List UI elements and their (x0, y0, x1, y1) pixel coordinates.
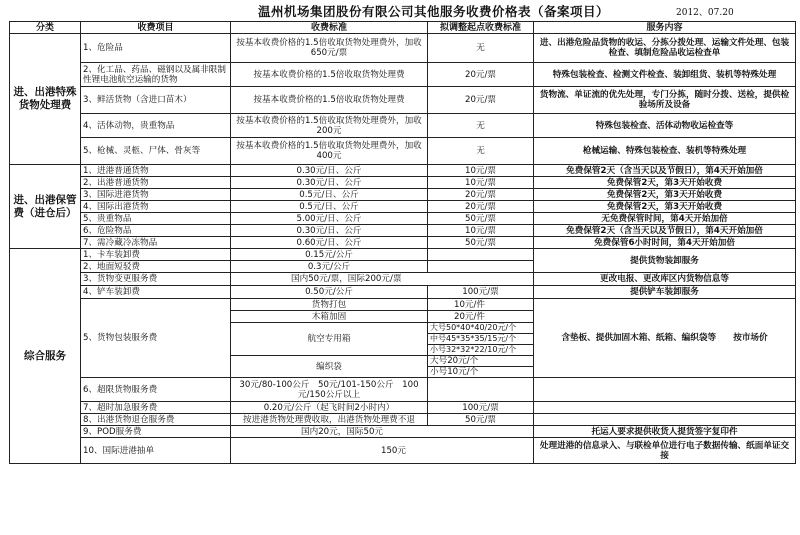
item-cell: 9、POD服务费 (81, 426, 231, 438)
standard-cell: 按基本收费价格的1.5倍收取货物处理费外，加收650元/票 (231, 34, 428, 63)
item-cell: 7、需冷藏冷冻物品 (81, 237, 231, 249)
item-cell: 5、枪械、灵柩、尸体、骨灰等 (81, 138, 231, 165)
standard-cell: 0.30元/日、公斤 (231, 225, 428, 237)
item-cell: 4、国际出港货物 (81, 201, 231, 213)
price-cell: 20元/票 (428, 189, 534, 201)
content-cell: 免费保管2天（含当天以及节假日），第4天开始加倍 (534, 165, 796, 177)
packaging-sub-price: 20元/件 (428, 311, 534, 323)
item-cell: 1、进港普通货物 (81, 165, 231, 177)
content-cell (534, 414, 796, 426)
standard-cell: 0.20元/公斤（起飞时间2小时内） (231, 402, 428, 414)
content-cell: 无免费保管时间，第4天开始加倍 (534, 213, 796, 225)
item-cell: 3、货物变更服务费 (81, 273, 231, 286)
table-row (10, 138, 796, 165)
content-cell: 免费保管2天，第3天开始收费 (534, 201, 796, 213)
table-row (10, 414, 796, 426)
table-row (10, 114, 796, 138)
item-cell: 6、危险物品 (81, 225, 231, 237)
category-cell: 进、出港特殊货物处理费 (10, 34, 81, 165)
table-row (10, 299, 796, 311)
content-cell: 托运人要求提供收货人提货签字复印件 (534, 426, 796, 438)
item-cell: 8、出港货物退仓服务费 (81, 414, 231, 426)
price-cell: 50元/票 (428, 213, 534, 225)
packaging-sub-name: 航空专用箱 (231, 323, 428, 356)
price-cell: 无 (428, 138, 534, 165)
packaging-sub-price: 小号10元/个 (428, 367, 534, 378)
price-cell: 20元/票 (428, 87, 534, 114)
packaging-sub-name: 货物打包 (231, 299, 428, 311)
table-row (10, 402, 796, 414)
table-row (10, 165, 796, 177)
standard-cell: 0.30元/日、公斤 (231, 165, 428, 177)
standard-cell: 0.3元/公斤 (231, 261, 428, 273)
content-cell: 免费保管6小时时间，第4天开始加倍 (534, 237, 796, 249)
price-cell: 10元/票 (428, 177, 534, 189)
table-row (10, 213, 796, 225)
price-cell: 10元/票 (428, 225, 534, 237)
item-cell: 7、超时加急服务费 (81, 402, 231, 414)
item-cell: 4、活体动物，贵重物品 (81, 114, 231, 138)
standard-cell: 30元/80-100公斤 50元/101-150公斤 100元/150公斤以上 (231, 378, 428, 402)
content-cell: 进、出港危险品货物的收运、分拣分拨处理、运输文件处理、包装检查、填制危险品收运检查单 (534, 34, 796, 63)
table-row (10, 87, 796, 114)
table-row (10, 237, 796, 249)
table-row (10, 426, 796, 438)
content-cell (534, 402, 796, 414)
column-header-adjusted-price: 拟调整起点收费标准 (428, 22, 534, 34)
table-row (10, 378, 796, 402)
standard-cell: 0.15元/公斤 (231, 249, 428, 261)
item-cell: 3、国际进港货物 (81, 189, 231, 201)
price-cell: 无 (428, 34, 534, 63)
table-row (10, 177, 796, 189)
table-header-row (10, 22, 796, 34)
content-cell: 提供货物装卸服务 (534, 249, 796, 273)
table-row (10, 286, 796, 299)
document-date: 2012、07.20 (676, 8, 734, 18)
content-cell: 更改电报、更改库区内货物信息等 (534, 273, 796, 286)
standard-cell: 0.50元/公斤 (231, 286, 428, 299)
standard-cell: 0.5元/日、公斤 (231, 189, 428, 201)
item-cell: 5、货物包装服务费 (81, 299, 231, 378)
packaging-sub-price: 大号20元/个 (428, 356, 534, 367)
item-cell: 2、化工品、药品、磁钢以及属非限制性锂电池航空运输的货物 (81, 63, 231, 87)
content-cell: 提供铲车装卸服务 (534, 286, 796, 299)
category-cell: 进、出港保管费（进仓后） (10, 165, 81, 249)
content-cell: 含垫板、提供加固木箱、纸箱、编织袋等 按市场价 (534, 299, 796, 378)
item-cell: 5、贵重物品 (81, 213, 231, 225)
content-cell: 免费保管2天（含当天以及节假日），第4天开始加倍 (534, 225, 796, 237)
price-cell (428, 261, 534, 273)
item-cell: 1、卡车装卸费 (81, 249, 231, 261)
price-cell: 50元/票 (428, 414, 534, 426)
price-cell: 50元/票 (428, 237, 534, 249)
standard-cell: 0.5元/日、公斤 (231, 201, 428, 213)
price-cell (428, 249, 534, 261)
standard-cell: 按基本收费价格的1.5倍收取货物处理费外，加收400元 (231, 138, 428, 165)
table-row (10, 225, 796, 237)
standard-cell: 0.60元/日、公斤 (231, 237, 428, 249)
column-header-service-content: 服务内容 (534, 22, 796, 34)
standard-cell: 按进港货物处理费收取，出港货物处理费不退 (231, 414, 428, 426)
standard-cell: 5.00元/日、公斤 (231, 213, 428, 225)
document-title: 温州机场集团股份有限公司其他服务收费价格表（备案项目） (258, 4, 610, 19)
content-cell: 免费保管2天，第3天开始收费 (534, 177, 796, 189)
table-row (10, 63, 796, 87)
price-cell: 100元/票 (428, 286, 534, 299)
item-cell: 2、出港普通货物 (81, 177, 231, 189)
content-cell: 枪械运输、特殊包装检查、装机等特殊处理 (534, 138, 796, 165)
price-cell: 20元/票 (428, 63, 534, 87)
content-cell: 特殊包装检查、检测文件检查、装卸组货、装机等特殊处理 (534, 63, 796, 87)
price-cell: 10元/票 (428, 165, 534, 177)
item-cell: 4、铲车装卸费 (81, 286, 231, 299)
column-header-standard: 收费标准 (231, 22, 428, 34)
standard-cell: 按基本收费价格的1.5倍收取货物处理费外，加收200元 (231, 114, 428, 138)
price-table (9, 21, 796, 464)
content-cell: 特殊包装检查、活体动物收运检查等 (534, 114, 796, 138)
packaging-sub-name: 木箱加固 (231, 311, 428, 323)
table-row (10, 201, 796, 213)
category-cell: 综合服务 (10, 249, 81, 464)
content-cell (534, 378, 796, 402)
standard-cell: 按基本收费价格的1.5倍收取货物处理费 (231, 87, 428, 114)
packaging-sub-name: 编织袋 (231, 356, 428, 378)
standard-cell: 按基本收费价格的1.5倍收取货物处理费 (231, 63, 428, 87)
item-cell: 10、国际进港抽单 (81, 438, 231, 464)
packaging-sub-price: 小号32*32*22/10元/个 (428, 345, 534, 356)
table-row (10, 273, 796, 286)
table-row (10, 438, 796, 464)
table-row (10, 189, 796, 201)
standard-cell: 150元 (231, 438, 534, 464)
price-cell: 100元/票 (428, 402, 534, 414)
standard-cell: 0.30元/日、公斤 (231, 177, 428, 189)
content-cell: 处理进港的信息录入、与联检单位进行电子数据传输、纸面单证交接 (534, 438, 796, 464)
packaging-sub-price: 大号50*40*40/20元/个 (428, 323, 534, 334)
packaging-sub-price: 10元/件 (428, 299, 534, 311)
item-cell: 2、地面短驳费 (81, 261, 231, 273)
price-cell: 无 (428, 114, 534, 138)
item-cell: 3、鲜活货物（含进口苗木） (81, 87, 231, 114)
standard-cell: 国内20元，国际50元 (231, 426, 534, 438)
document-header (0, 2, 800, 20)
table-row (10, 34, 796, 63)
standard-cell: 国内50元/票，国际200元/票 (231, 273, 534, 286)
item-cell: 1、危险品 (81, 34, 231, 63)
packaging-sub-price: 中号45*35*35/15元/个 (428, 334, 534, 345)
price-cell: 20元/票 (428, 201, 534, 213)
content-cell: 免费保管2天，第3天开始收费 (534, 189, 796, 201)
column-header-item: 收费项目 (81, 22, 231, 34)
column-header-category: 分类 (10, 22, 81, 34)
table-row (10, 249, 796, 261)
price-cell (428, 378, 534, 402)
item-cell: 6、超限货物服务费 (81, 378, 231, 402)
content-cell: 货物流、单证流的优先处理，专门分拣，随时分拨、送检，提供检验场所及设备 (534, 87, 796, 114)
